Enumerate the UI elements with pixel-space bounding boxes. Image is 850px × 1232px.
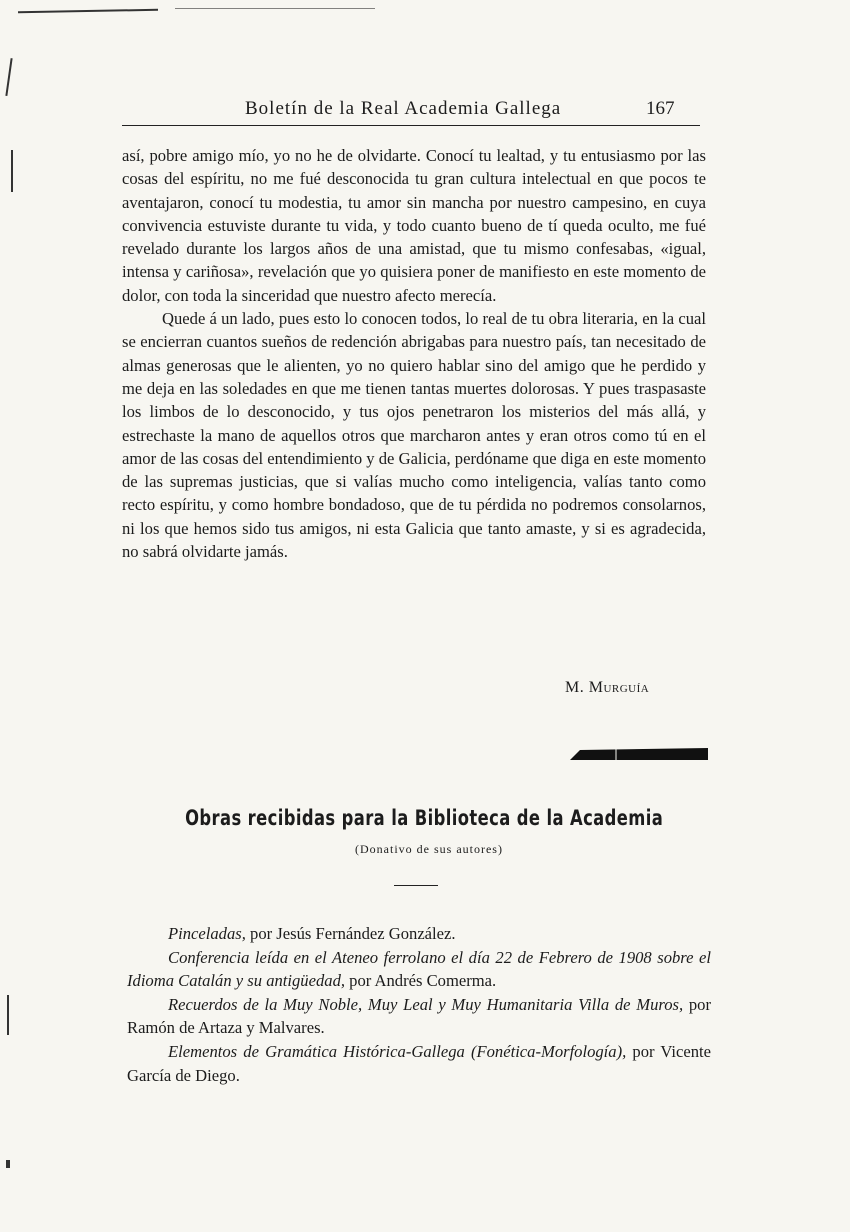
scan-mark-top <box>175 8 375 9</box>
work-title: Recuerdos de la Muy Noble, Muy Leal y Muy Humanitaria Villa de Muros, <box>168 994 684 1014</box>
author-signature <box>565 679 649 697</box>
running-header-title: Boletín de la Real Academia Gallega <box>245 98 562 119</box>
work-credit: por Vicente García de Diego. <box>127 1041 711 1085</box>
section-subtitle: (Donativo de sus autores) <box>355 842 503 856</box>
signature-surname: Murguía <box>588 679 650 696</box>
list-item <box>127 993 711 1040</box>
section-title: Obras recibidas para la Biblioteca de la Academia <box>185 806 664 830</box>
list-item <box>127 922 711 946</box>
signature-initial: M. <box>565 679 585 696</box>
work-credit: por Andrés Comerma. <box>345 971 497 991</box>
header-rule <box>122 125 700 126</box>
list-item <box>127 1040 711 1087</box>
end-ornament <box>570 748 708 760</box>
page-number: 167 <box>646 98 675 119</box>
work-credit: por Ramón de Artaza y Malvares. <box>127 994 711 1038</box>
work-title: Elementos de Gramática Histórica-Gallega (Fonética-Morfología), <box>168 1041 627 1061</box>
work-credit: por Jesús Fernández González. <box>245 924 456 943</box>
scan-mark-left-2 <box>11 150 13 192</box>
scan-mark-top-left <box>18 9 158 13</box>
work-title: Conferencia leída en el Ateneo ferrolano el día 22 de Febrero de 1908 sobre el Idioma Catalán y su antigüedad, <box>127 947 711 991</box>
article-body <box>122 144 706 563</box>
body-paragraph: Quede á un lado, pues esto lo conocen todos, lo real de tu obra literaria, en la cual se encierran cuantos sueños de redención abrigabas para nuestro país, tan necesitado de almas generosas que le alienten, yo no quiero hablar sino del amigo que he perdido y me deja en las soledades en que me tienen tantas muertes dolorosas. Y pues traspasaste los limbos de lo desconocido, y tus ojos penetraron los misterios del más allá, y estrechaste la mano de aquellos otros que marcharon antes y eran otros como tú en el amor de las cosas del entendimiento y de Galicia, perdóname que diga en este momento de las supremas justicias, que si valías mucho como inteligencia, valías tanto como recto espíritu, y como hombre bondadoso, que de tu pérdida no podremos consolarnos, ni los que hemos sido tus amigos, ni esta Galicia que tanto amaste, y si es agradecida, no sabrá olvidarte jamás. <box>122 309 706 562</box>
scan-mark-left-4 <box>6 1160 10 1168</box>
works-list <box>127 922 711 1087</box>
work-title: Pinceladas, <box>168 924 246 943</box>
scan-mark-left-3 <box>7 995 9 1035</box>
body-paragraph: así, pobre amigo mío, yo no he de olvidarte. Conocí tu lealtad, y tu entusiasmo por las cosas del espíritu, no me fué desconocida tu gran cultura intelectual en que pocos te aventajaron, conocí tu modestia, tu amor sin mancha por nuestro campesino, en cuya convivencia estuviste durante tu vida, y todo cuanto bueno de tí queda oculto, me fué revelado durante los largos años de una amistad, que tu mismo confesabas, «igual, intensa y cariñosa», revelación que yo quisiera poner de manifiesto en este momento de dolor, con toda la sinceridad que nuestro afecto merecía. <box>122 146 706 305</box>
scan-mark-left-1 <box>5 58 12 96</box>
list-item <box>127 946 711 993</box>
section-divider <box>394 885 438 886</box>
